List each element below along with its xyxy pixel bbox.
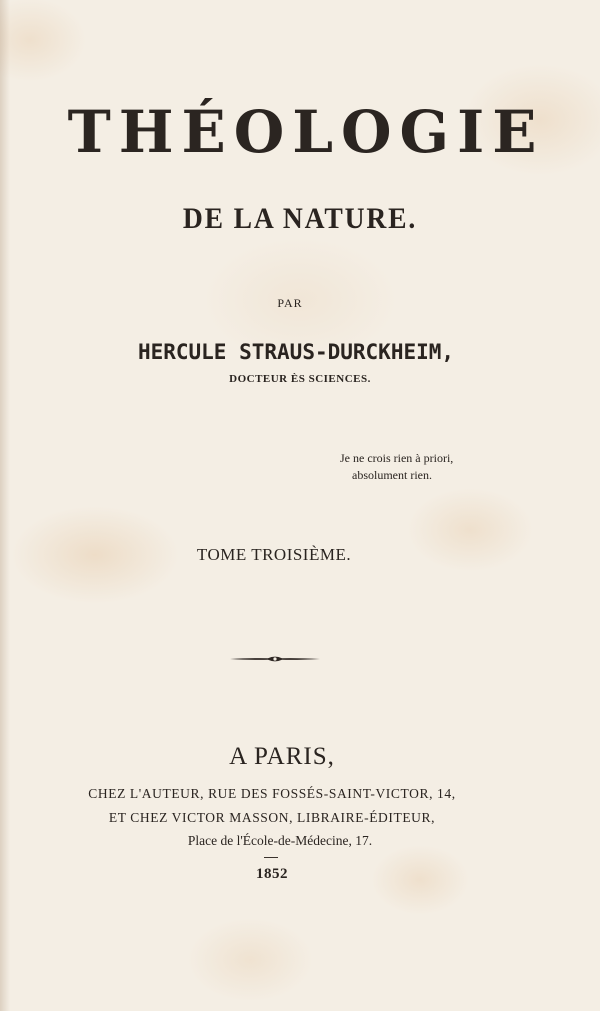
author-degree: DOCTEUR ÈS SCIENCES. (229, 373, 371, 385)
imprint-city: A PARIS, (229, 743, 335, 770)
epigraph-line-1: Je ne crois rien à priori, (340, 451, 454, 465)
ornament-rule-icon (228, 653, 322, 665)
epigraph-line-2: absolument rien. (352, 468, 432, 482)
by-label: PAR (277, 296, 303, 310)
book-subtitle: DE LA NATURE. (182, 202, 418, 235)
imprint-address-1: CHEZ L'AUTEUR, RUE DES FOSSÉS-SAINT-VICTOR, 14, (88, 786, 456, 801)
imprint-address-3: Place de l'École-de-Médecine, 17. (187, 833, 373, 848)
book-title: THÉOLOGIE (67, 98, 545, 166)
author-name: HERCULE STRAUS-DURCKHEIM, (137, 340, 455, 364)
volume-label: TOME TROISIÈME. (196, 545, 352, 564)
imprint-address-2: ET CHEZ VICTOR MASSON, LIBRAIRE-ÉDITEUR, (108, 810, 436, 825)
epigraph (340, 450, 453, 484)
imprint-divider (264, 857, 278, 858)
imprint-year: 1852 (256, 866, 288, 882)
